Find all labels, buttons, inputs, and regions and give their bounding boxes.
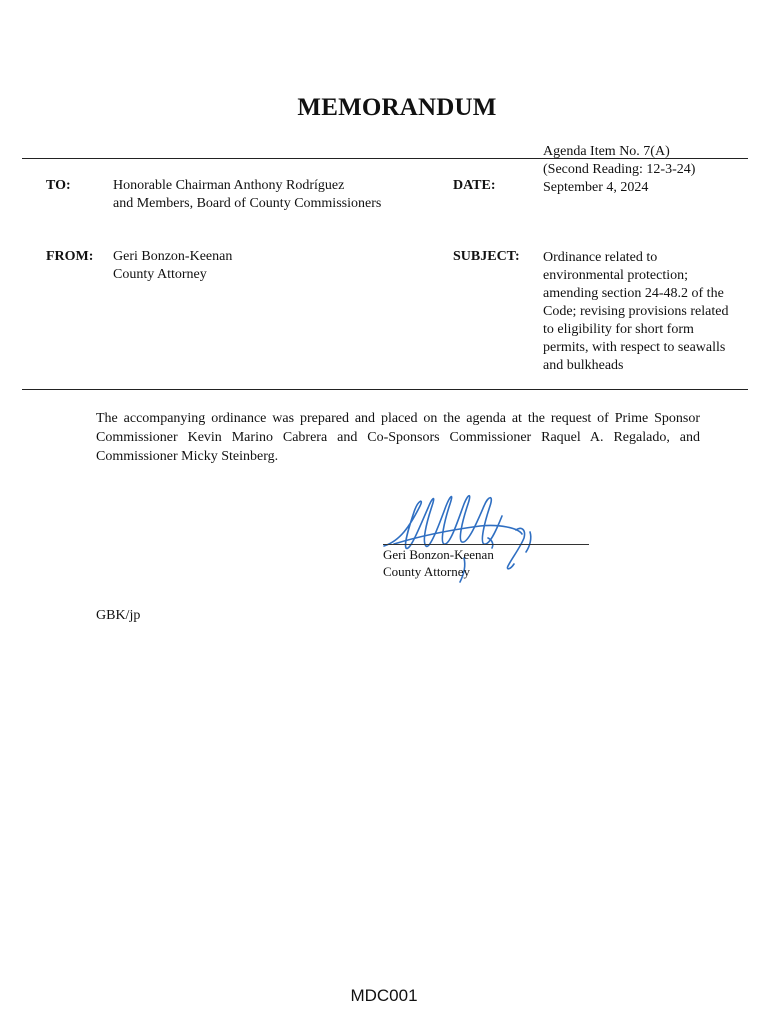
header-rule-top xyxy=(22,158,748,159)
subject-line: Ordinance related to xyxy=(543,250,658,265)
signature-line xyxy=(383,544,589,545)
subject-line: Code; revising provisions related xyxy=(543,304,729,319)
from-sender xyxy=(113,248,232,284)
header-rule-bottom xyxy=(22,389,748,390)
memo-body: The accompanying ordinance was prepared and placed on the agenda at the request of Prime Sponsor Commissioner Kevin Marino Cabrera and Co-Sponsors Commissioner Raquel A. Regalado, and Commissioner Micky Steinberg. xyxy=(96,411,700,464)
signatory-title: County Attorney xyxy=(383,564,471,579)
from-line-2: County Attorney xyxy=(113,267,207,282)
memo-title: MEMORANDUM xyxy=(297,94,497,121)
typist-initials: GBK/jp xyxy=(96,608,141,623)
from-label: FROM: xyxy=(46,249,94,264)
subject-line: amending section 24-48.2 of the xyxy=(543,286,724,301)
agenda-second-reading: (Second Reading: 12-3-24) xyxy=(543,162,696,177)
to-line-2: and Members, Board of County Commissioners xyxy=(113,196,382,211)
to-recipients xyxy=(113,177,381,213)
signature-block xyxy=(383,546,494,580)
signatory-name: Geri Bonzon-Keenan xyxy=(383,547,494,562)
subject-text xyxy=(543,249,748,375)
page-footer-code: MDC001 xyxy=(350,986,418,1005)
date-label: DATE: xyxy=(453,178,496,193)
to-label: TO: xyxy=(46,178,71,193)
agenda-item-number: Agenda Item No. 7(A) xyxy=(543,144,670,159)
agenda-block xyxy=(543,143,695,197)
from-line-1: Geri Bonzon-Keenan xyxy=(113,249,233,264)
subject-line: to eligibility for short form xyxy=(543,322,694,337)
subject-line: permits, with respect to seawalls xyxy=(543,340,726,355)
subject-label: SUBJECT: xyxy=(453,249,520,264)
subject-line: and bulkheads xyxy=(543,358,624,373)
subject-line: environmental protection; xyxy=(543,268,689,283)
agenda-date: September 4, 2024 xyxy=(543,180,649,195)
to-line-1: Honorable Chairman Anthony Rodríguez xyxy=(113,178,345,193)
